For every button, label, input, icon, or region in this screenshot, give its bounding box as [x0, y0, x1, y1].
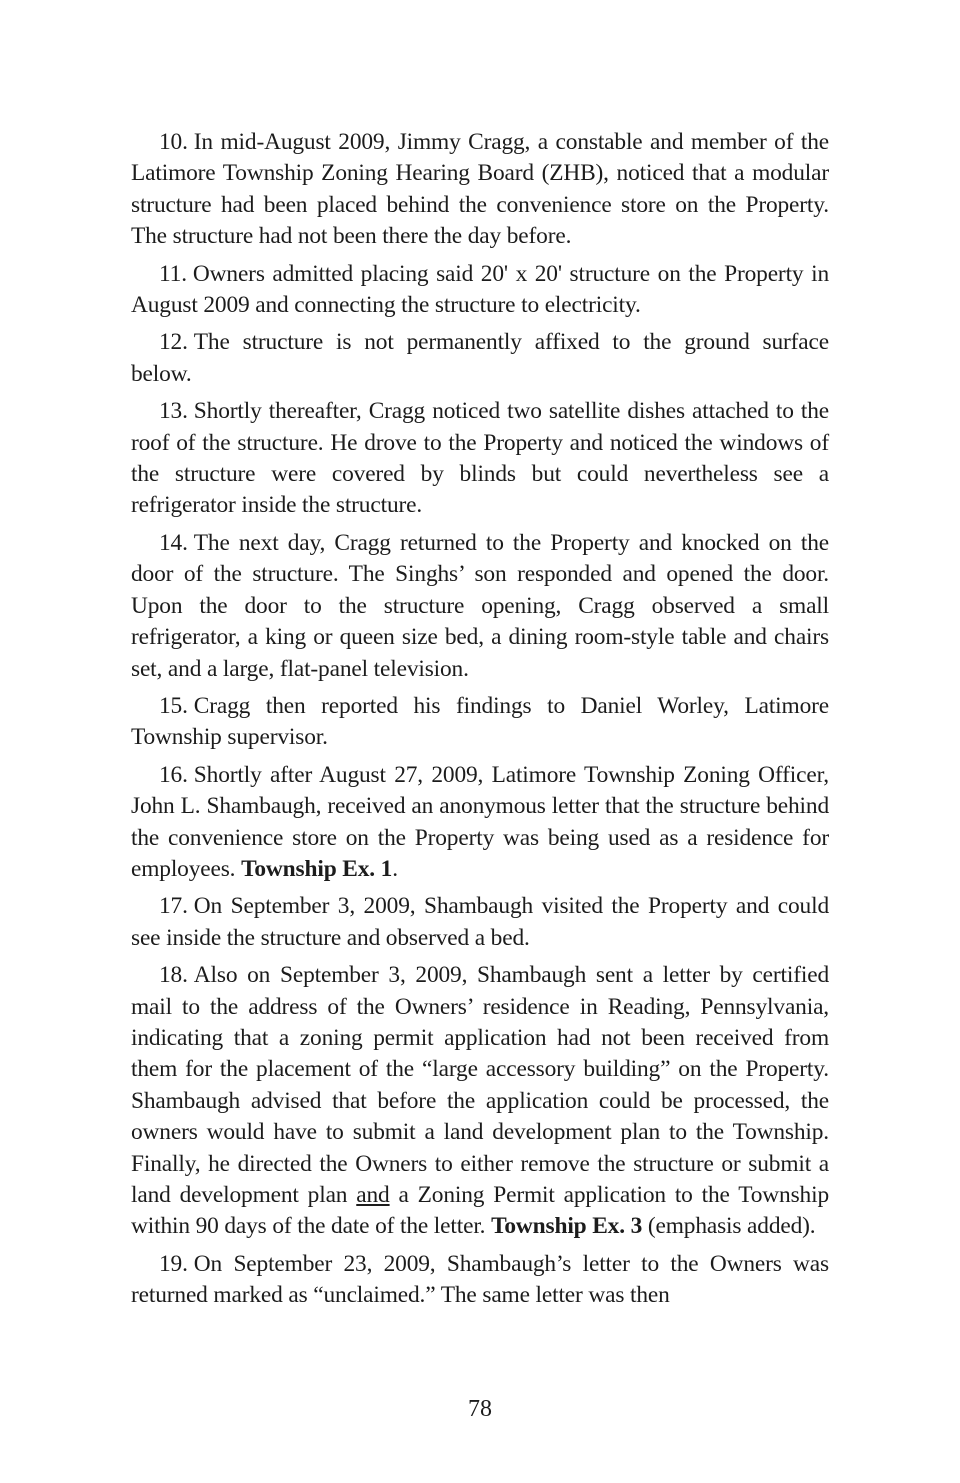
paragraph-18 [131, 960, 829, 1243]
paragraph-text: Cragg then reported his findings to Daniel Worley, Latimore Township supervisor. [131, 692, 829, 751]
page-number: 78 [468, 1396, 492, 1422]
exhibit-citation: Township Ex. 1 [241, 855, 393, 882]
paragraph-number: 14. [159, 529, 188, 556]
paragraph-15 [131, 691, 829, 754]
paragraph-text: On September 3, 2009, Shambaugh visited the Property and could see inside the structure and observed a bed. [131, 893, 829, 951]
paragraph-text: Shortly after August 27, 2009, Latimore Township Zoning Officer, John L. Shambaugh, received an anonymous letter that the structure behind the convenience store on the Property was being used as a residence for employees. [131, 761, 829, 882]
paragraph-text: . [392, 855, 398, 882]
paragraph-number: 12. [159, 329, 188, 356]
paragraph-text: The next day, Cragg returned to the Property and knocked on the door of the structure. The Singhs’ son responded and opened the door. Upon the door to the structure opening, Cragg observed a small refrigerator, a king or queen size bed, a dining room-style table and chairs set, and a large, flat-panel television. [131, 529, 829, 682]
paragraph-number: 17. [159, 893, 188, 920]
paragraph-11 [131, 259, 829, 322]
paragraph-19 [131, 1249, 829, 1312]
paragraph-text: The structure is not permanently affixed to the ground surface below. [131, 329, 829, 387]
paragraph-10 [131, 127, 829, 253]
paragraph-16 [131, 760, 829, 886]
paragraph-13 [131, 396, 829, 522]
exhibit-citation: Township Ex. 3 [491, 1213, 643, 1240]
underlined-emphasis: and [356, 1182, 390, 1208]
document-body [131, 127, 829, 1318]
paragraph-number: 18. [159, 962, 188, 989]
paragraph-text: Shortly thereafter, Cragg noticed two satellite dishes attached to the roof of the structure. He drove to the Property and noticed the windows of the structure were covered by blinds but could nevertheless see a refrigerator inside the structure. [131, 398, 829, 519]
paragraph-12 [131, 327, 829, 390]
paragraph-number: 15. [159, 692, 188, 719]
paragraph-number: 16. [159, 761, 188, 788]
paragraph-text: Owners admitted placing said 20' x 20' structure on the Property in August 2009 and connecting the structure to electricity. [131, 260, 829, 319]
paragraph-17 [131, 891, 829, 954]
paragraph-text: (emphasis added). [642, 1213, 816, 1240]
paragraph-text: a Zoning Permit application to the Township within 90 days of the date of the letter. [131, 1182, 829, 1240]
paragraph-number: 11. [159, 260, 187, 287]
paragraph-text: On September 23, 2009, Shambaugh’s letter to the Owners was returned marked as “unclaimed.” The same letter was then [131, 1250, 829, 1309]
paragraph-number: 13. [159, 398, 188, 425]
paragraph-number: 10. [159, 129, 188, 155]
paragraph-number: 19. [159, 1250, 188, 1277]
paragraph-14 [131, 528, 829, 685]
paragraph-text: Also on September 3, 2009, Shambaugh sent a letter by certified mail to the address of the Owners’ residence in Reading, Pennsylvania, indicating that a zoning permit application had not been received from them for the placement of the “large accessory building” on the Property. Shambaugh advised that before the application could be processed, the owners would have to submit a land development plan to the Township. Finally, he directed the Owners to either remove the structure or submit a land development plan [131, 962, 829, 1208]
paragraph-text: In mid-August 2009, Jimmy Cragg, a constable and member of the Latimore Township Zoning Hearing Board (ZHB), noticed that a modular structure had been placed behind the convenience store on the Property. The structure had not been there the day before. [131, 129, 829, 250]
